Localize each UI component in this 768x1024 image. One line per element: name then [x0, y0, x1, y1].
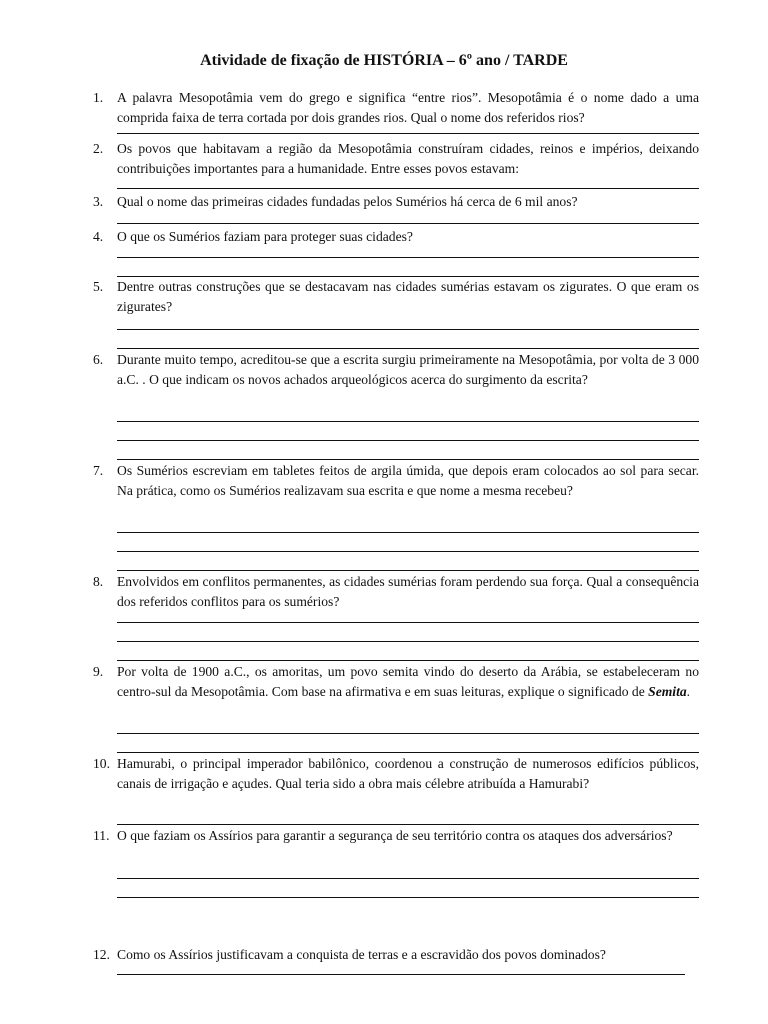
question-number: 5. [93, 279, 104, 294]
answer-line[interactable] [117, 824, 699, 825]
question-text-part: . [686, 684, 691, 699]
answer-line[interactable] [117, 897, 699, 898]
answer-line[interactable] [117, 348, 699, 349]
question-number: 1. [93, 90, 104, 105]
answer-line[interactable] [117, 440, 699, 441]
answer-line[interactable] [117, 459, 699, 460]
question-text: Os Sumérios escreviam em tabletes feitos de argila úmida, que depois eram colocados ao sol para secar. Na prática, como os Sumérios realizavam sua escrita e que nome a mesma recebeu? [117, 463, 699, 498]
answer-line[interactable] [117, 532, 699, 533]
question-text: O que faziam os Assírios para garantir a segurança de seu território contra os ataques dos adversários? [117, 828, 673, 843]
question-text: Os povos que habitavam a região da Mesopotâmia construíram cidades, reinos e impérios, deixando contribuições importantes para a humanidade. Entre esses povos estavam: [117, 141, 699, 176]
question-number: 7. [93, 463, 104, 478]
answer-line[interactable] [117, 257, 699, 258]
question-text: Envolvidos em conflitos permanentes, as cidades sumérias foram perdendo sua força. Qual a consequência dos referidos conflitos para os sumérios? [117, 574, 699, 609]
question-text [117, 662, 699, 702]
question-text: A palavra Mesopotâmia vem do grego e significa “entre rios”. Mesopotâmia é o nome dado a uma comprida faixa de terra cortada por dois grandes rios. Qual o nome dos referidos rios? [117, 90, 699, 125]
question-number: 11. [93, 828, 110, 843]
question-text: Como os Assírios justificavam a conquista de terras e a escravidão dos povos dominados? [117, 947, 606, 962]
answer-line[interactable] [117, 188, 699, 189]
answer-line[interactable] [117, 329, 699, 330]
question-number: 8. [93, 574, 104, 589]
answer-line[interactable] [117, 878, 699, 879]
question-number: 12. [93, 947, 110, 962]
question-number: 10. [93, 756, 110, 771]
question-number: 2. [93, 141, 104, 156]
answer-line[interactable] [117, 570, 699, 571]
answer-line[interactable] [117, 551, 699, 552]
semita-emphasis: Semita [648, 684, 687, 699]
question-number: 9. [93, 664, 104, 679]
question-text: Durante muito tempo, acreditou-se que a escrita surgiu primeiramente na Mesopotâmia, por volta de 3 000 a.C. . O que indicam os novos achados arqueológicos acerca do surgimento da escrita? [117, 352, 699, 387]
question-text: O que os Sumérios faziam para proteger suas cidades? [117, 229, 413, 244]
question-text: Hamurabi, o principal imperador babilônico, coordenou a construção de numerosos edifícios públicos, canais de irrigação e açudes. Qual teria sido a obra mais célebre atribuída a Hamurabi? [117, 756, 699, 791]
answer-line[interactable] [117, 622, 699, 623]
question-text: Dentre outras construções que se destacavam nas cidades sumérias estavam os zigurates. O que eram os zigurates? [117, 279, 699, 314]
question-number: 3. [93, 194, 104, 209]
answer-line[interactable] [117, 641, 699, 642]
question-number: 6. [93, 352, 104, 367]
question-number: 4. [93, 229, 104, 244]
answer-line[interactable] [117, 223, 699, 224]
question-text-part: Por volta de 1900 a.C., os amoritas, um povo semita vindo do deserto da Arábia, se estabeleceram no centro-sul da Mesopotâmia. Com base na afirmativa e em suas leituras, explique o significado de [117, 664, 699, 699]
answer-line[interactable] [117, 421, 699, 422]
answer-line[interactable] [117, 660, 699, 661]
question-text: Qual o nome das primeiras cidades fundadas pelos Sumérios há cerca de 6 mil anos? [117, 194, 578, 209]
answer-line[interactable] [117, 974, 685, 975]
answer-line[interactable] [117, 133, 699, 134]
worksheet-title: Atividade de fixação de HISTÓRIA – 6º ano / TARDE [200, 52, 568, 69]
answer-line[interactable] [117, 733, 699, 734]
answer-line[interactable] [117, 752, 699, 753]
